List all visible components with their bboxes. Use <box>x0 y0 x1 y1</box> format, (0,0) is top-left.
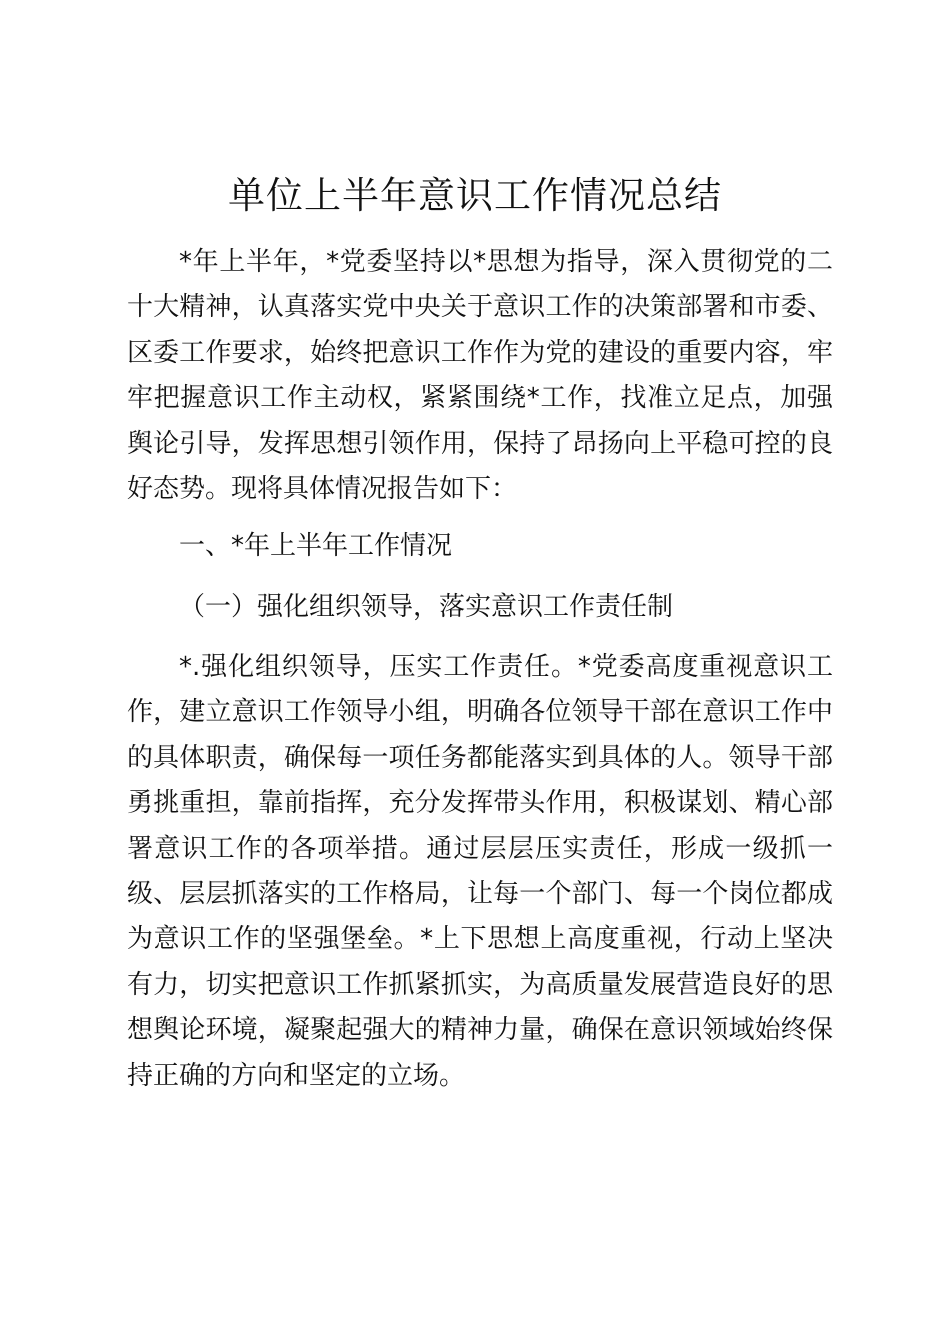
intro-paragraph: *年上半年，*党委坚持以*思想为指导，深入贯彻党的二十大精神，认真落实党中央关于意识工作的决策部署和市委、区委工作要求，始终把意识工作作为党的建设的重要内容，牢牢把握意识工作主动权，紧紧围绕*工作，找准立足点，加强舆论引导，发挥思想引领作用，保持了昂扬向上平稳可控的良好态势。现将具体情况报告如下： <box>127 247 833 505</box>
body-paragraph: *.强化组织领导，压实工作责任。*党委高度重视意识工作，建立意识工作领导小组，明确各位领导干部在意识工作中的具体职责，确保每一项任务都能落实到具体的人。领导干部勇挑重担，靠前指挥，充分发挥带头作用，积极谋划、精心部署意识工作的各项举措。通过层层压实责任，形成一级抓一级、层层抓落实的工作格局，让每一个部门、每一个岗位都成为意识工作的坚强堡垒。*上下思想上高度重视，行动上坚决有力，切实把意识工作抓紧抓实，为高质量发展营造良好的思想舆论环境，凝聚起强大的精神力量，确保在意识领域始终保持正确的方向和坚定的立场。 <box>127 652 833 1091</box>
section-heading: 一、*年上半年工作情况 <box>179 531 453 561</box>
subsection-heading: （一）强化组织领导，落实意识工作责任制 <box>179 592 674 622</box>
document-title: 单位上半年意识工作情况总结 <box>228 174 722 217</box>
